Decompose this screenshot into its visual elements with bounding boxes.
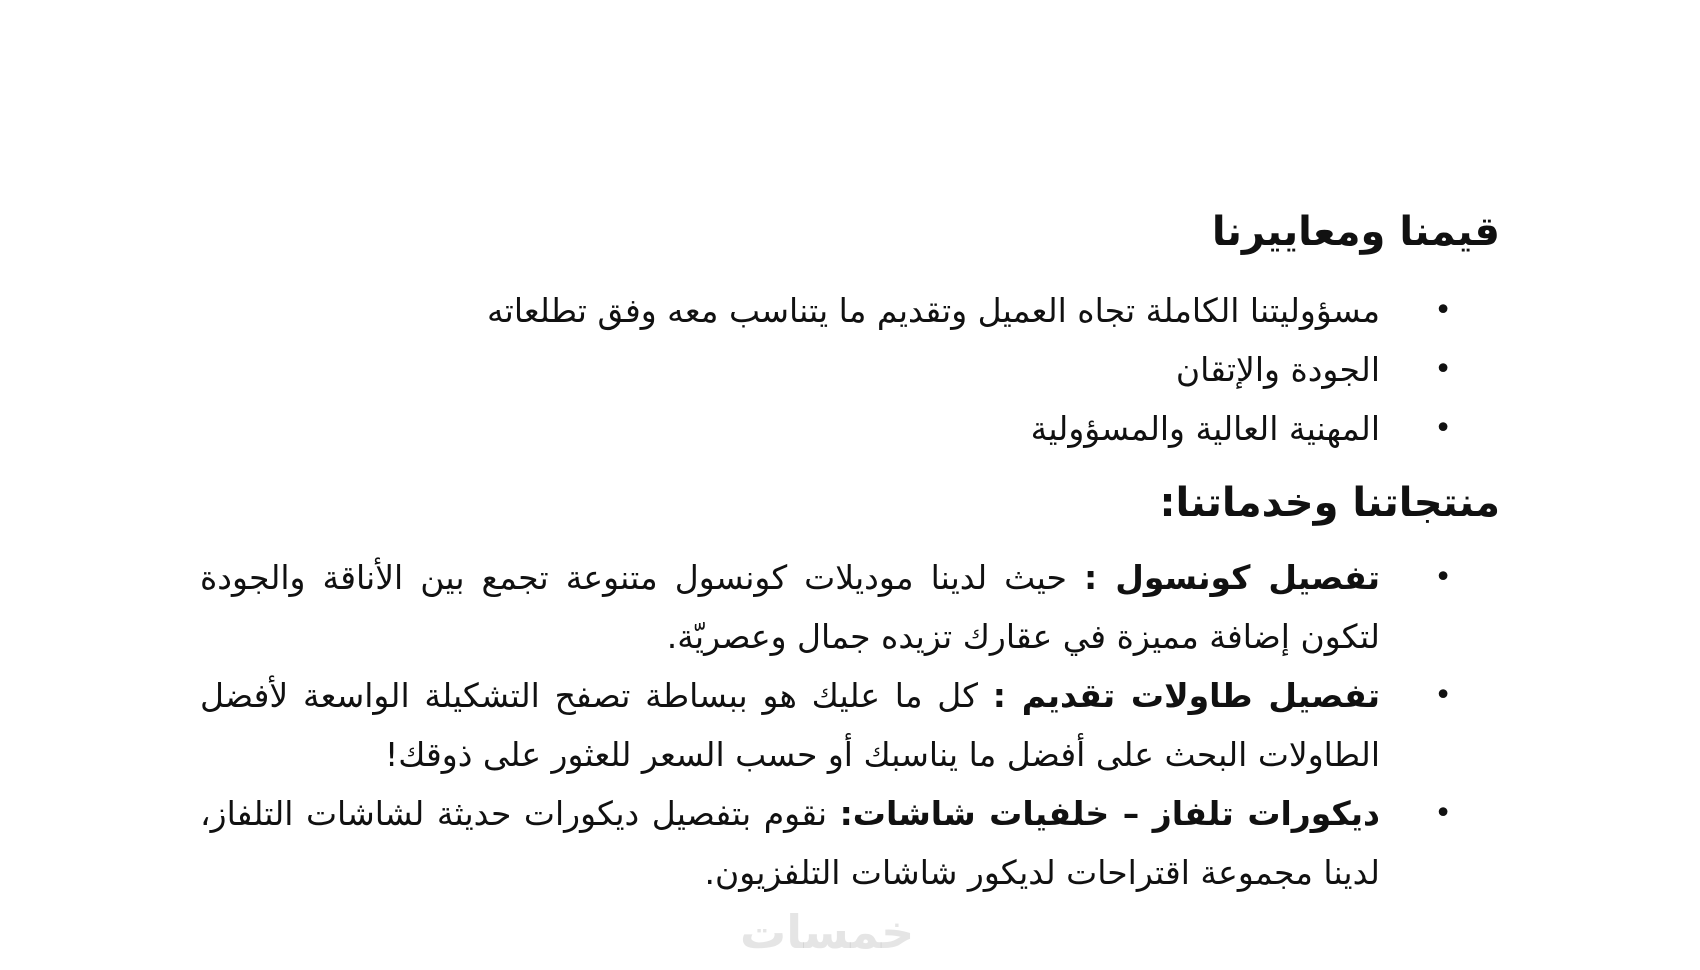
list-item bbox=[200, 340, 1500, 399]
value-text: المهنية العالية والمسؤولية bbox=[1030, 409, 1380, 448]
watermark-logo: خمسات bbox=[740, 905, 915, 959]
values-list bbox=[200, 281, 1500, 458]
list-item bbox=[200, 548, 1500, 666]
list-item bbox=[200, 784, 1500, 902]
bullet-icon: • bbox=[1434, 678, 1452, 713]
list-item bbox=[200, 666, 1500, 784]
list-item bbox=[200, 399, 1500, 458]
list-item bbox=[200, 281, 1500, 340]
service-term: ديكورات تلفاز – خلفيات شاشات: bbox=[839, 794, 1380, 833]
document-body bbox=[200, 205, 1500, 902]
bullet-icon: • bbox=[1434, 560, 1452, 595]
value-text: الجودة والإتقان bbox=[1175, 350, 1380, 389]
services-heading: منتجاتنا وخدماتنا: bbox=[1159, 480, 1500, 526]
values-heading: قيمنا ومعاييرنا bbox=[1211, 209, 1500, 255]
service-description: حيث لدينا موديلات كونسول متنوعة تجمع بين الأناقة والجودة لتكون إضافة مميزة في عقارك تزيده جمال وعصريّة. bbox=[200, 558, 1380, 656]
service-description: نقوم بتفصيل ديكورات حديثة لشاشات التلفاز، لدينا مجموعة اقتراحات لديكور شاشات التلفزيون. bbox=[200, 794, 1380, 892]
value-text: مسؤوليتنا الكاملة تجاه العميل وتقديم ما يتناسب معه وفق تطلعاته bbox=[486, 291, 1380, 330]
service-description: كل ما عليك هو ببساطة تصفح التشكيلة الواسعة لأفضل الطاولات البحث على أفضل ما يناسبك أو حسب السعر للعثور على ذوقك! bbox=[200, 676, 1380, 774]
bullet-icon: • bbox=[1434, 796, 1452, 831]
bullet-icon: • bbox=[1434, 293, 1452, 328]
services-list bbox=[200, 548, 1500, 902]
service-term: تفصيل طاولات تقديم : bbox=[992, 676, 1380, 715]
bullet-icon: • bbox=[1434, 352, 1452, 387]
service-term: تفصيل كونسول : bbox=[1083, 558, 1380, 597]
bullet-icon: • bbox=[1434, 411, 1452, 446]
